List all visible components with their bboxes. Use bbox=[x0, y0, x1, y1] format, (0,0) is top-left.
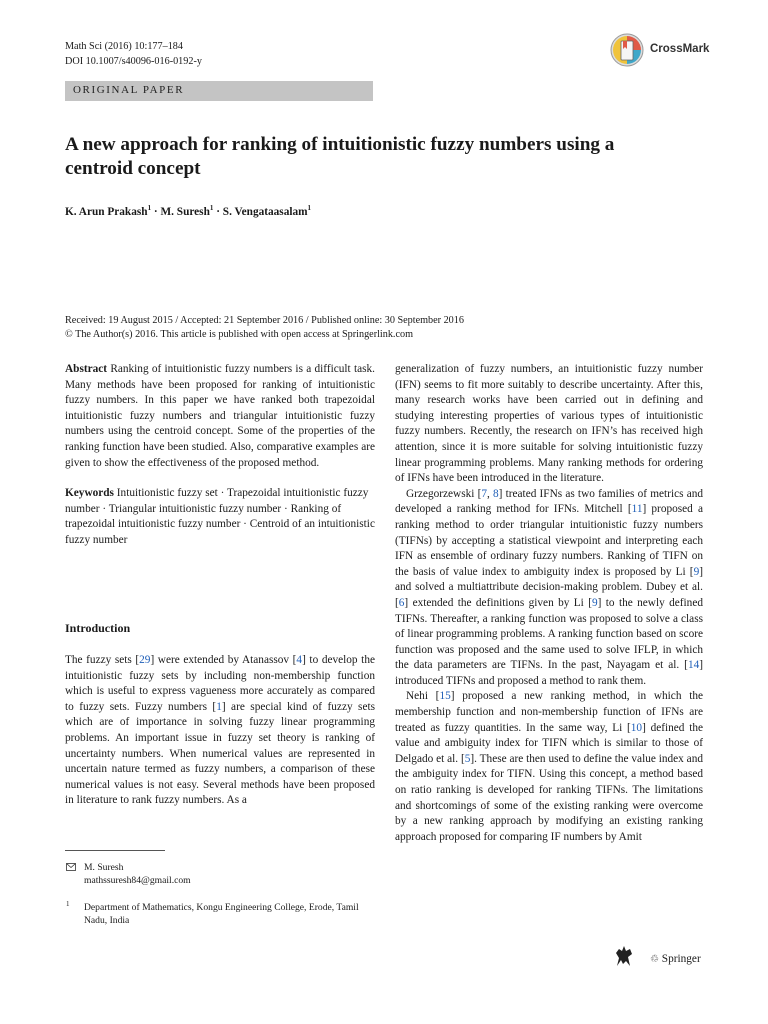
text-run: Grzegorzewski [ bbox=[406, 487, 482, 500]
author-list bbox=[65, 204, 311, 218]
envelope-icon bbox=[66, 863, 76, 871]
article-type-label: ORIGINAL PAPER bbox=[73, 84, 185, 96]
citation-link[interactable]: 11 bbox=[631, 503, 643, 516]
citation-link[interactable]: 6 bbox=[398, 596, 405, 609]
publisher-label: Springer bbox=[661, 953, 701, 965]
body-paragraph bbox=[395, 487, 703, 690]
citation-link[interactable]: 14 bbox=[687, 659, 700, 672]
text-run: ] to the newly defined TIFNs. Thereafter, a ranking function was proposed to solve a class of linear programming problems. A ranking function based on score function was proposed and the same used to solve IFLP, in which the data parameters are TIFNs. In the past, Nayagam et al. [ bbox=[395, 596, 703, 672]
author-affiliation-mark: 1 bbox=[147, 204, 152, 212]
affiliation-number: 1 bbox=[66, 900, 70, 908]
right-column bbox=[395, 362, 703, 845]
author-affiliation-mark: 1 bbox=[209, 204, 214, 212]
text-run: ] proposed a ranking method to order triangular intuitionistic fuzzy numbers (TIFNs) by accepting a statistical viewpoint and interpreting each IFN as ensemble of ordinary fuzzy numbers. Ranking of TIFN on the basis of value index to ambiguity index is proposed by Li [ bbox=[395, 503, 703, 578]
doi[interactable]: DOI 10.1007/s40096-016-0192-y bbox=[65, 56, 202, 67]
citation-link[interactable]: 1 bbox=[216, 700, 222, 713]
publisher-name bbox=[650, 953, 701, 965]
crossmark-label: CrossMark bbox=[650, 43, 710, 55]
citation-link[interactable]: 9 bbox=[591, 596, 598, 609]
text-run: ] introduced TIFNs and proposed a method to rank them. bbox=[395, 659, 703, 687]
crossmark-icon bbox=[610, 33, 644, 67]
keywords-label: Keywords bbox=[65, 487, 114, 500]
text-run: , bbox=[487, 487, 494, 500]
abstract-text: Ranking of intuitionistic fuzzy numbers is a difficult task. Many methods have been proposed for ranking of intuitionistic fuzzy numbers. In this paper we have ranked both trapezoidal intuitionistic fuzzy numbers and triangular intuitionistic fuzzy numbers using the centroid concept. Some of the properties of the ranking function have been studied. Also, comparative examples are given to show the effectiveness of the proposed method. bbox=[65, 363, 375, 469]
citation-link[interactable]: 10 bbox=[630, 721, 643, 734]
contact-name: M. Suresh bbox=[84, 862, 124, 873]
author-separator: · bbox=[151, 205, 161, 218]
text-run: ] are special kind of fuzzy sets which are of importance in solving fuzzy linear programming problems. An important issue in fuzzy set theory is ranking of uncertainty numbers. When numerical values are represented in uncertain nature termed as fuzzy numbers, a comparison of these numerical values is not easy. Several methods have been proposed in literature to rank fuzzy numbers. As a bbox=[65, 700, 375, 807]
author-separator: · bbox=[213, 205, 223, 218]
introduction-paragraph bbox=[65, 653, 375, 809]
text-run: ] defined the value and ambiguity index for TIFN which is similar to those of Delgado et al. [ bbox=[395, 721, 703, 765]
contact-email[interactable]: mathssuresh84@gmail.com bbox=[84, 875, 191, 886]
text-run: ] to develop the intuitionistic fuzzy sets by including non-membership function which is useful to express vagueness more accurately as compared to fuzzy sets. Fuzzy numbers [ bbox=[65, 654, 375, 713]
citation-link[interactable]: 9 bbox=[693, 565, 700, 578]
left-column bbox=[65, 362, 375, 549]
citation-link[interactable]: 15 bbox=[439, 690, 451, 703]
affiliation-text: Department of Mathematics, Kongu Engineering College, Erode, Tamil Nadu, India bbox=[84, 902, 359, 926]
text-run: The fuzzy sets [ bbox=[65, 654, 140, 666]
footnote-divider bbox=[65, 850, 165, 851]
article-type-banner bbox=[65, 81, 373, 101]
author-name[interactable]: S. Vengataasalam bbox=[222, 205, 308, 218]
citation-link[interactable]: 4 bbox=[296, 654, 303, 666]
journal-citation: Math Sci (2016) 10:177–184 bbox=[65, 41, 183, 52]
author-name[interactable]: M. Suresh bbox=[160, 205, 210, 218]
keywords-text: Intuitionistic fuzzy set · Trapezoidal intuitionistic fuzzy number · Triangular intuitionistic fuzzy number · Ranking of trapezoidal intuitionistic fuzzy number · Centroid of an intuitionistic fuzzy number bbox=[65, 487, 375, 546]
text-run: ] were extended by Atanassov [ bbox=[150, 654, 297, 666]
section-heading-introduction: Introduction bbox=[65, 621, 131, 635]
springer-mark-icon: ♲ bbox=[650, 954, 659, 965]
author-name[interactable]: K. Arun Prakash bbox=[65, 205, 148, 218]
corresponding-author bbox=[84, 861, 191, 887]
text-run: ]. These are then used to define the value index and the ambiguity index for TIFN. Using this concept, a method based on ratio ranking is developed for ranking TIFNs. The limitations and shortcomings of some of the existing ranking were overcome by a new ranking approach by modifying an existing ranking approach proposed for comparing IF numbers by Amit bbox=[395, 752, 703, 843]
text-run: ] proposed a new ranking method, in which the membership function and non-membership function of IFNs are treated as fuzzy quantities. In the same way, Li [ bbox=[395, 690, 703, 734]
author-affiliation-mark: 1 bbox=[307, 204, 312, 212]
text-run: ] treated IFNs as two families of metrics and developed a ranking method for IFNs. Mitchell [ bbox=[395, 487, 703, 516]
citation-link[interactable]: 7 bbox=[481, 487, 487, 500]
abstract-label: Abstract bbox=[65, 363, 108, 375]
crossmark-badge[interactable] bbox=[610, 33, 710, 67]
citation-link[interactable]: 5 bbox=[464, 752, 471, 765]
paper-title: A new approach for ranking of intuitionistic fuzzy numbers using a centroid concept bbox=[65, 134, 615, 179]
copyright-notice: © The Author(s) 2016. This article is published with open access at Springerlink.com bbox=[65, 329, 414, 340]
keywords bbox=[65, 486, 375, 548]
springer-horse-icon bbox=[613, 944, 635, 968]
citation-link[interactable]: 8 bbox=[493, 487, 499, 500]
text-run: Nehi [ bbox=[406, 690, 440, 703]
abstract bbox=[65, 362, 375, 471]
citation-link[interactable]: 29 bbox=[139, 654, 151, 666]
text-run: ] and solved a multiattribute decision-making problem. Dubey et al. [ bbox=[395, 565, 703, 609]
text-run: ] extended the definitions given by Li [ bbox=[404, 596, 592, 609]
body-paragraph bbox=[395, 689, 703, 845]
publication-dates: Received: 19 August 2015 / Accepted: 21 September 2016 / Published online: 30 September 2016 bbox=[65, 315, 464, 326]
body-paragraph: generalization of fuzzy numbers, an intuitionistic fuzzy number (IFN) seems to fit more suitably to describe uncertainty. After this, many research works have been carried out in defining and studying interesting properties of various types of intuitionistic fuzzy numbers. Recently, the research on IFN’s has received high attention, since it is more suitable for solving intuitionistic fuzzy linear programming problems. Many ranking methods for ordering of IFNs have been introduced in the literature. bbox=[395, 363, 703, 485]
